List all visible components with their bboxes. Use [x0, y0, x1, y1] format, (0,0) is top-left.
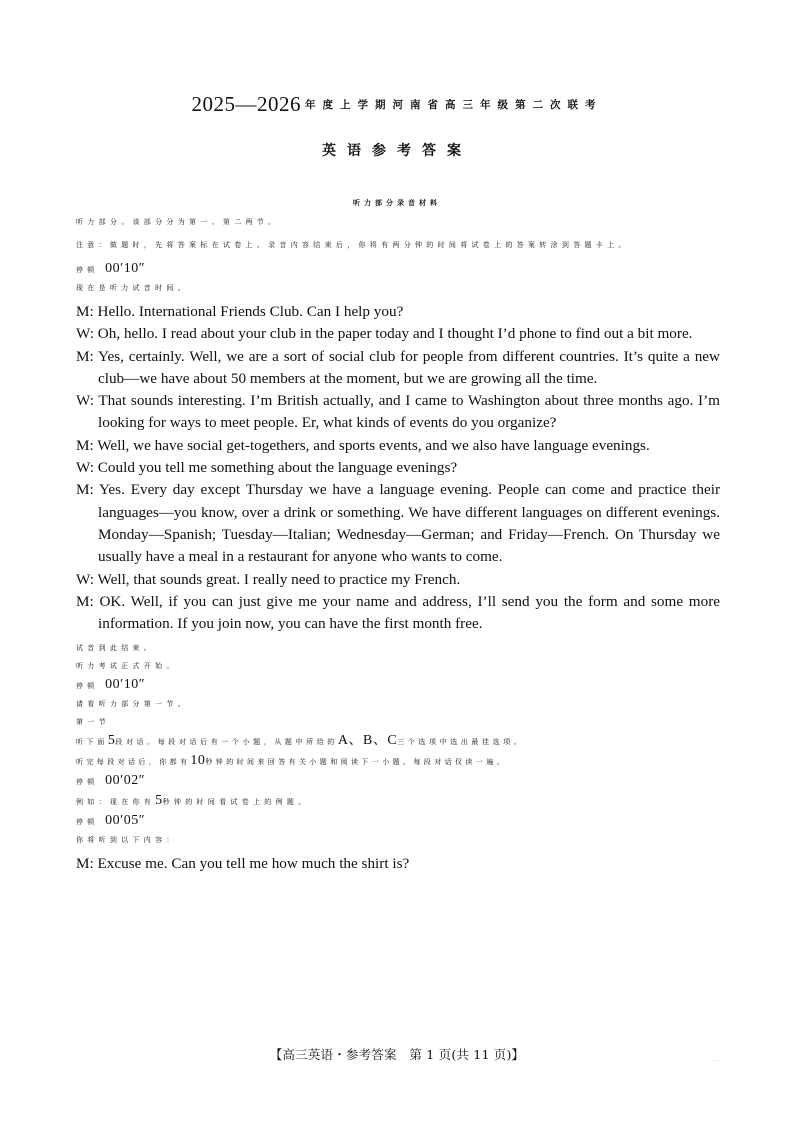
instruction-text: 听下面: [76, 738, 108, 747]
instruction-text: 秒钟的时间来回答有关小题和阅读下一小题。每段对话仅读一遍。: [205, 758, 508, 767]
dialogue-line: W: Oh, hello. I read about your club in the paper today and I thought I’d phone to find out a bit more.: [76, 325, 693, 343]
will-hear-line: 你将听到以下内容：: [76, 836, 178, 845]
example-line: [76, 795, 720, 808]
pause-time: 00′05″: [105, 813, 146, 829]
dialogue-line: W: Well, that sounds great. I really need to practice my French.: [76, 570, 461, 588]
instruction-text: 三个选项中选出最佳选项。: [397, 738, 525, 747]
dialogue-line: W: That sounds interesting. I’m British actually, and I came to Washington about three months ago. I’m looking for ways to meet people. Er, what kinds of events do you organize?: [76, 392, 720, 432]
example-text: 例如：现在你有: [76, 798, 156, 807]
trial-end-line: 试音到此结束。: [76, 644, 156, 653]
pause-label: 停顿: [76, 682, 99, 691]
page-footer: 【高三英语・参考答案 第 1 页(共 11 页)】: [269, 1047, 525, 1062]
dialogue: [76, 301, 720, 635]
dialogue-line: M: Yes, certainly. Well, we are a sort of social club for people from different countries. It’s quite a new club—we have about 50 members at the moment, but we are growing all the time.: [76, 347, 720, 387]
pause-line-2: [76, 679, 720, 692]
section-heading: 听力部分录音材料: [353, 199, 441, 207]
pause-label: 停顿: [76, 818, 99, 827]
instruction-text: 段对话。每段对话后有一个小题，从题中所给的: [115, 738, 338, 747]
dialogue-line: M: Well, we have social get-togethers, and sports events, and we also have language evenings.: [76, 436, 650, 454]
instruction-number: 5: [107, 733, 116, 749]
corner-mark: …: [712, 1056, 718, 1063]
pause-line-3: [76, 775, 720, 788]
instruction-options: A、B、C: [337, 733, 398, 749]
page-subtitle: 英语参考答案: [322, 143, 472, 159]
trial-line: 现在是听力试音时间。: [76, 284, 189, 292]
pause-time: 00′10″: [105, 261, 146, 276]
instruction-text: 听完每段对话后，你都有: [76, 758, 191, 767]
dialogue-line: M: Hello. International Friends Club. Can I help you?: [76, 303, 404, 320]
transcript-body: [76, 213, 720, 876]
exam-title: [0, 92, 794, 117]
part1-title: 第一节: [76, 718, 110, 727]
dialogue-line: M: Yes. Every day except Thursday we have a language evening. People can come and practice their languages—you know, over a drink or something. We have different languages on different evenings. Monday—Spanish; Tuesday—Italian; Wednesday—German; and Friday—French. On Thursday we usually have a meal in a restaurant for anyone who wants to come.: [76, 481, 720, 566]
intro-line-1: 听力部分。该部分分为第一、第二两节。: [76, 218, 280, 226]
pause-time: 00′02″: [105, 773, 146, 789]
instruction-number: 10: [190, 753, 206, 769]
example-text: 秒钟的时间看试卷上的例题。: [162, 798, 310, 807]
pause-line-1: [76, 263, 720, 276]
exam-title-text: 年度上学期河南省高三年级第二次联考: [305, 99, 603, 111]
dialogue-line: W: Could you tell me something about the language evenings?: [76, 459, 458, 477]
example-number: 5: [155, 793, 163, 809]
part1-read-line: 请看听力部分第一节。: [76, 700, 189, 709]
intro-line-2: 注意：做题时，先将答案标在试卷上。录音内容结束后，你将有两分钟的时间将试卷上的答案转涂到答题卡上。: [76, 241, 630, 249]
pause-label: 停顿: [76, 778, 99, 787]
instruction-line-1: [76, 735, 720, 748]
pause-time: 00′10″: [105, 677, 146, 693]
exam-years: 2025—2026: [191, 92, 301, 116]
pause-line-4: [76, 815, 720, 828]
instruction-line-2: [76, 755, 720, 768]
pause-label: 停顿: [76, 266, 99, 274]
dialogue-line: M: Excuse me. Can you tell me how much the shirt is?: [76, 855, 410, 873]
exam-start-line: 听力考试正式开始。: [76, 662, 178, 671]
dialogue-line: M: OK. Well, if you can just give me your name and address, I’ll send you the form and some more information. If you join now, you can have the first month free.: [76, 592, 720, 633]
